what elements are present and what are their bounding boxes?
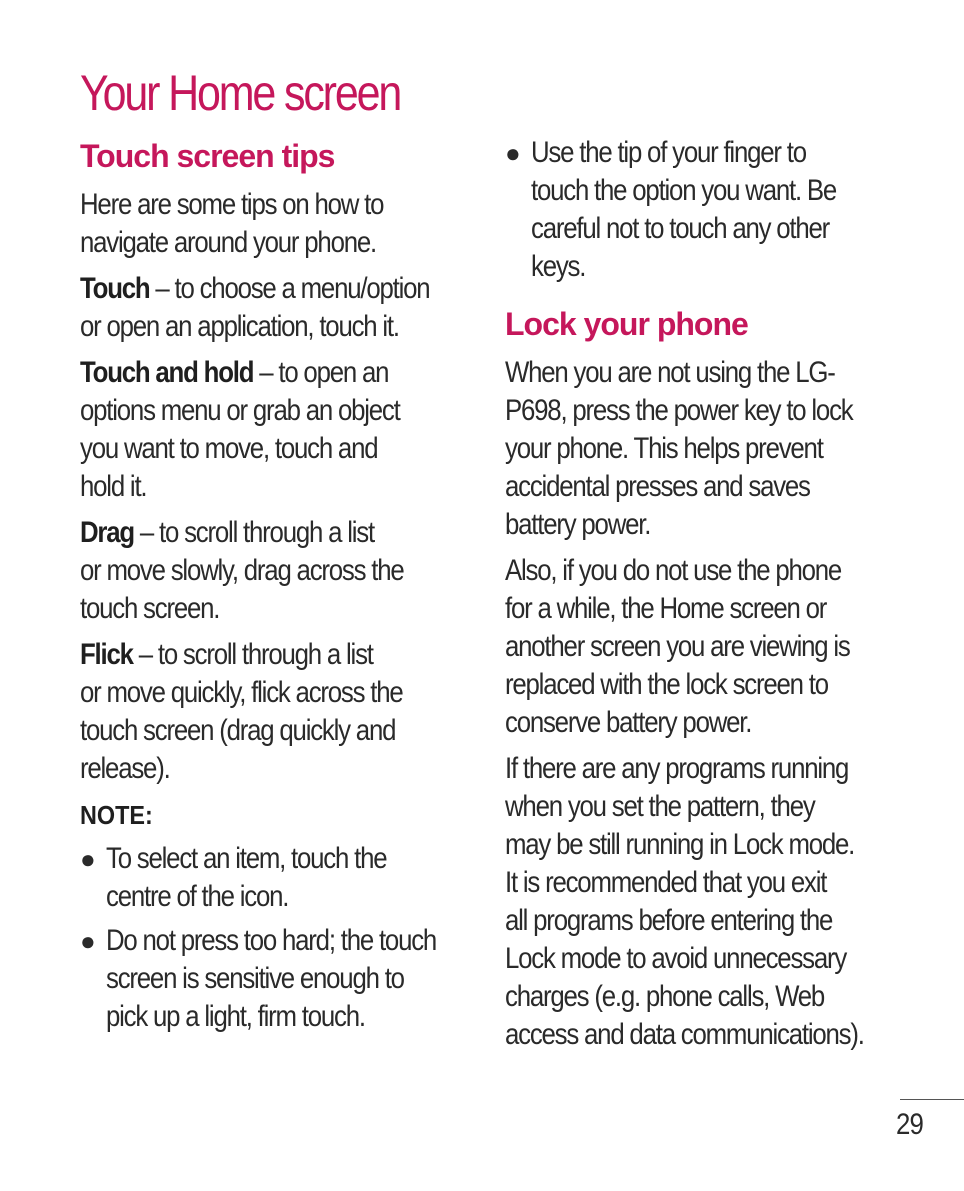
text-line: [80, 636, 484, 674]
text-line: Also, if you do not use the phone: [505, 554, 842, 587]
text-line: or move quickly, flick across the: [80, 676, 403, 709]
left-column: [80, 136, 472, 1042]
text-line: your phone. This helps prevent: [505, 432, 823, 465]
text-line: another screen you are viewing is: [505, 630, 850, 663]
text-line: navigate around your phone.: [80, 226, 376, 259]
term-touch: Touch: [80, 272, 150, 305]
term-drag: Drag: [80, 516, 134, 549]
lock-paragraph-1: [505, 354, 909, 544]
text-line: pick up a light, firm touch.: [106, 1000, 365, 1033]
text-line: [80, 354, 484, 392]
text-line: charges (e.g. phone calls, Web: [505, 980, 825, 1013]
note-list-continued: [505, 134, 905, 286]
text-line: touch screen.: [80, 592, 220, 625]
text-line: centre of the icon.: [106, 880, 289, 913]
tip-touch: [80, 270, 484, 346]
text-line: careful not to touch any other: [531, 212, 830, 245]
text-line: When you are not using the LG-: [505, 356, 835, 389]
text-line: Use the tip of your finger to: [531, 136, 806, 169]
text-line: may be still running in Lock mode.: [505, 828, 855, 861]
bullet-icon: ●: [505, 138, 520, 168]
right-column: [505, 134, 905, 1062]
note-text: [531, 134, 909, 286]
lock-paragraph-3: [505, 750, 909, 1054]
text-line: access and data communications).: [505, 1018, 864, 1051]
text-line: all programs before entering the: [505, 904, 833, 937]
tip-text: – to open an: [253, 356, 389, 389]
text-line: when you set the pattern, they: [505, 790, 815, 823]
text-line: Lock mode to avoid unnecessary: [505, 942, 847, 975]
text-line: Here are some tips on how to: [80, 188, 384, 221]
section-heading-touch-tips: Touch screen tips: [80, 138, 335, 174]
text-line: you want to move, touch and: [80, 432, 378, 465]
tip-text: – to scroll through a list: [133, 516, 374, 549]
text-line: If there are any programs running: [505, 752, 849, 785]
text-line: or open an application, touch it.: [80, 310, 399, 343]
tip-text: – to scroll through a list: [132, 638, 373, 671]
section-heading-lock-phone: Lock your phone: [505, 306, 748, 342]
footer-rule: [900, 1099, 964, 1100]
note-text: [106, 840, 484, 916]
term-flick: Flick: [80, 638, 133, 671]
text-line: replaced with the lock screen to: [505, 668, 828, 701]
tip-touch-and-hold: [80, 354, 484, 506]
text-line: accidental presses and saves: [505, 470, 810, 503]
bullet-icon: ●: [80, 926, 95, 956]
text-line: release).: [80, 752, 170, 785]
text-line: hold it.: [80, 470, 147, 503]
note-item: [80, 840, 472, 916]
text-line: touch the option you want. Be: [531, 174, 837, 207]
lock-paragraph-2: [505, 552, 909, 742]
tip-flick: [80, 636, 484, 788]
note-item: [505, 134, 905, 286]
term-touch-and-hold: Touch and hold: [80, 356, 254, 389]
text-line: options menu or grab an object: [80, 394, 400, 427]
bullet-icon: ●: [80, 844, 95, 874]
note-label: NOTE:: [80, 800, 153, 830]
text-line: P698, press the power key to lock: [505, 394, 853, 427]
page-number: 29: [896, 1108, 923, 1141]
text-line: conserve battery power.: [505, 706, 752, 739]
note-item: [80, 922, 472, 1036]
text-line: touch screen (drag quickly and: [80, 714, 396, 747]
text-line: It is recommended that you exit: [505, 866, 827, 899]
text-line: or move slowly, drag across the: [80, 554, 404, 587]
text-line: for a while, the Home screen or: [505, 592, 827, 625]
text-line: Do not press too hard; the touch: [106, 924, 437, 957]
text-line: To select an item, touch the: [106, 842, 387, 875]
text-line: screen is sensitive enough to: [106, 962, 404, 995]
tip-drag: [80, 514, 484, 628]
note-text: [106, 922, 484, 1036]
note-list: [80, 840, 472, 1036]
tip-text: – to choose a menu/option: [149, 272, 430, 305]
text-line: [80, 514, 484, 552]
text-line: [80, 270, 484, 308]
page-title: Your Home screen: [80, 65, 401, 121]
intro-paragraph: [80, 186, 484, 262]
text-line: keys.: [531, 250, 586, 283]
text-line: battery power.: [505, 508, 651, 541]
